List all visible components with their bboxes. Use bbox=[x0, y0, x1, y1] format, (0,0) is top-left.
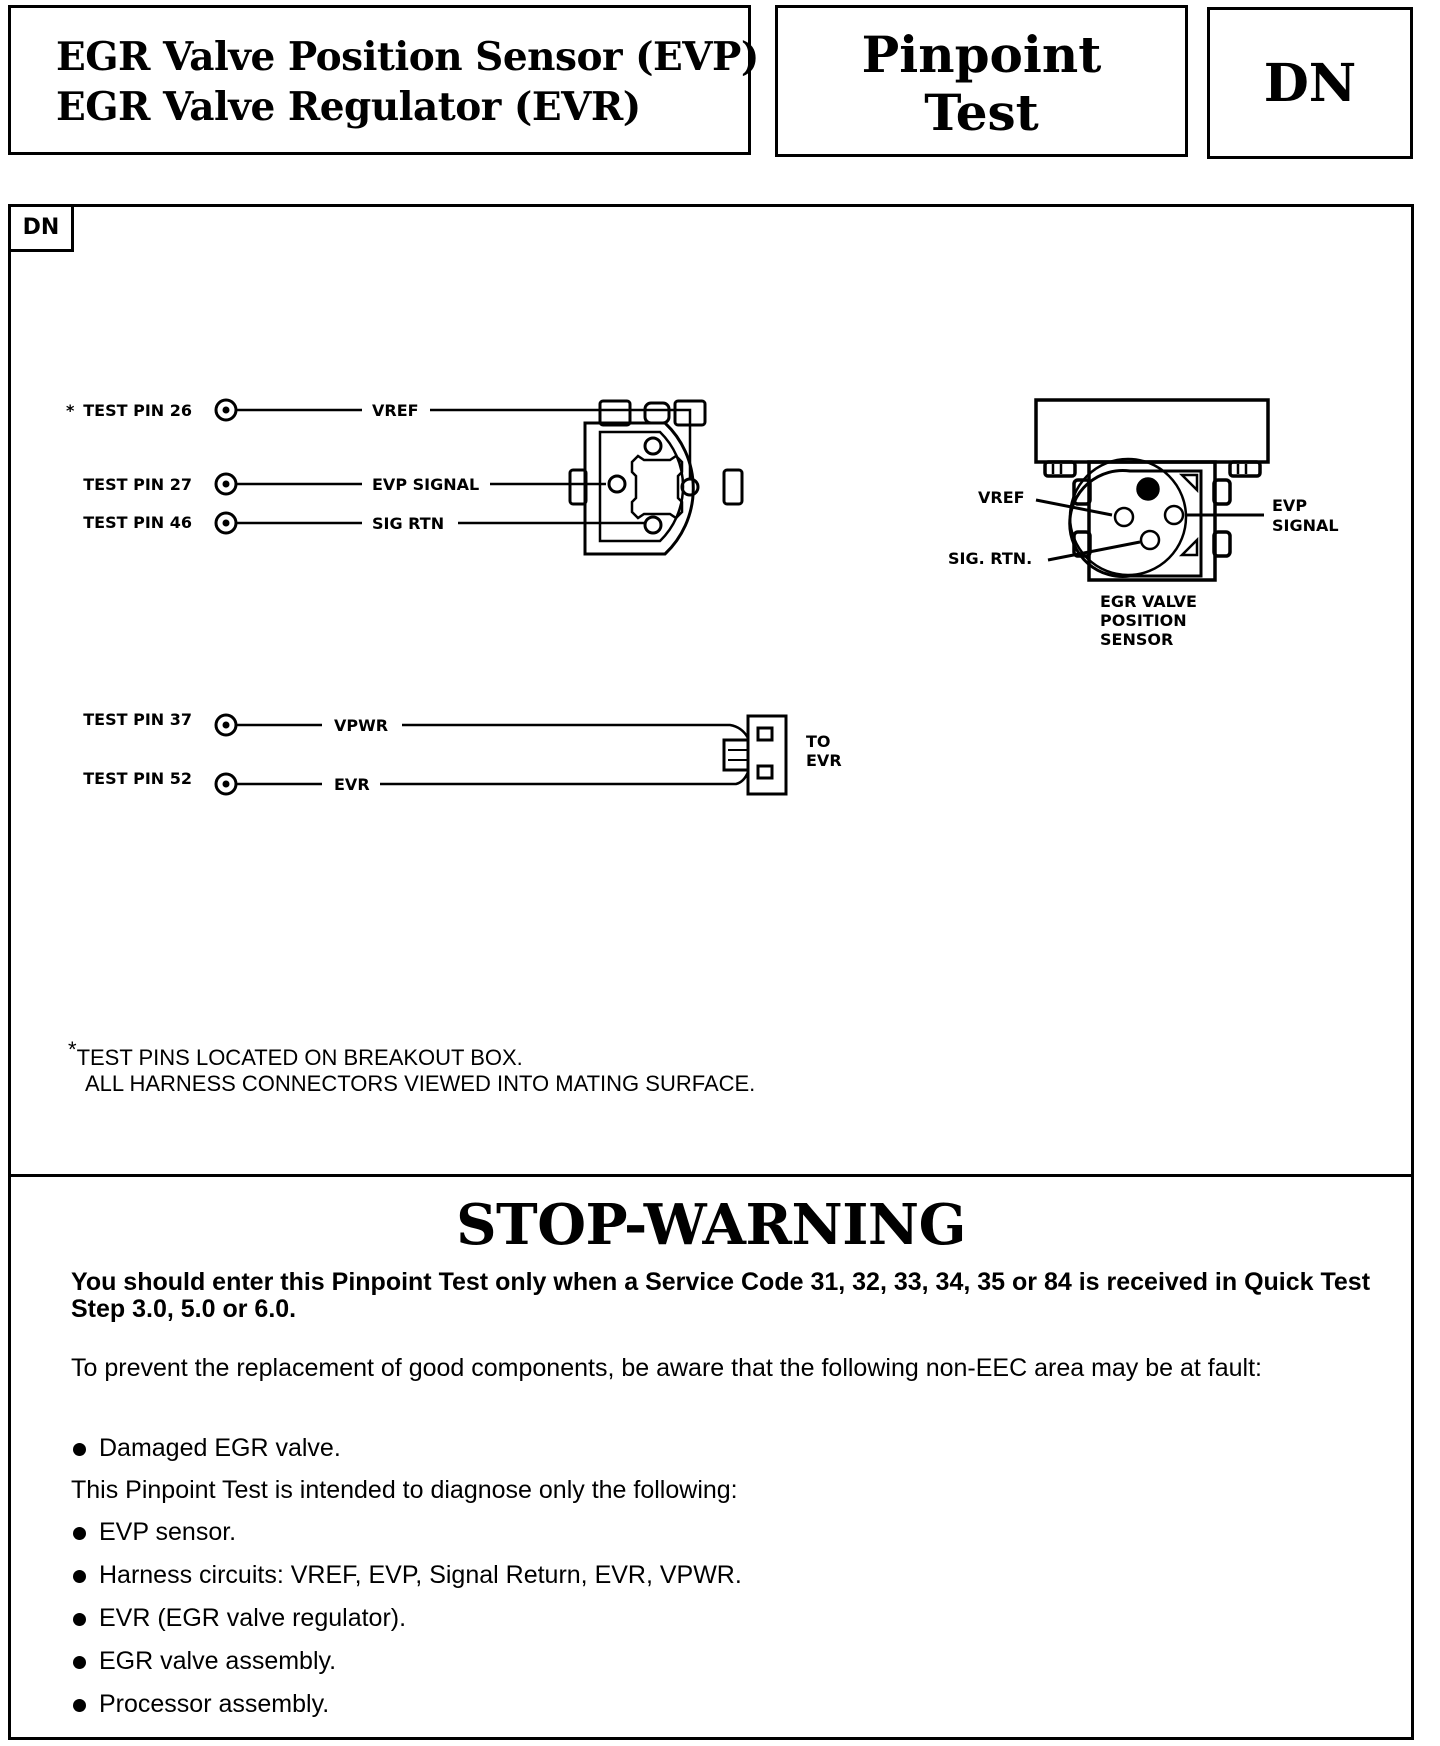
test-pin-terminal-icon bbox=[216, 400, 236, 420]
bullet-icon bbox=[73, 1613, 86, 1626]
test-pin-terminal-icon bbox=[216, 513, 236, 533]
evr-connector-icon bbox=[724, 716, 786, 794]
list-item-text: EVR (EGR valve regulator). bbox=[99, 1604, 407, 1632]
test-pin-label: TEST PIN 27 bbox=[83, 475, 192, 494]
harness-row-pin-52 bbox=[83, 769, 748, 794]
circuit-label: EVR bbox=[334, 775, 370, 794]
section-line-1: Pinpoint bbox=[861, 25, 1102, 84]
diagram-footnote bbox=[68, 1037, 756, 1097]
sensor-caption-line-1: EGR VALVE bbox=[1100, 592, 1197, 611]
sensor-evp-signal-label-line-1: EVP bbox=[1272, 496, 1308, 515]
test-pin-label: TEST PIN 26 bbox=[83, 401, 192, 420]
test-pin-label: TEST PIN 46 bbox=[83, 513, 192, 532]
warning-prevent-text: To prevent the replacement of good components, be aware that the following non-EEC area may be at fault: bbox=[71, 1354, 1262, 1382]
list-item bbox=[71, 1562, 1371, 1605]
stop-warning-panel bbox=[8, 1174, 1414, 1740]
list-item bbox=[71, 1605, 1371, 1648]
fault-list bbox=[71, 1435, 1371, 1478]
evr-connector-label-line-2: EVR bbox=[806, 751, 842, 770]
warning-intro: You should enter this Pinpoint Test only when a Service Code 31, 32, 33, 34, 35 or 84 is received in Quick Test Step 3.0, 5.0 or 6.0. bbox=[71, 1268, 1371, 1323]
diagnose-intro: This Pinpoint Test is intended to diagnose only the following: bbox=[71, 1476, 738, 1504]
list-item-text: Harness circuits: VREF, EVP, Signal Return, EVR, VPWR. bbox=[99, 1561, 742, 1589]
footnote-text-1: TEST PINS LOCATED ON BREAKOUT BOX. bbox=[76, 1045, 523, 1070]
bullet-icon bbox=[73, 1527, 86, 1540]
harness-row-pin-46 bbox=[83, 513, 644, 533]
list-item-text: EVP sensor. bbox=[99, 1518, 237, 1546]
test-code: DN bbox=[1263, 53, 1357, 114]
harness-row-pin-27 bbox=[83, 474, 606, 494]
sensor-sig-rtn-label: SIG. RTN. bbox=[948, 549, 1033, 568]
list-item-text: EGR valve assembly. bbox=[99, 1647, 337, 1675]
bullet-icon bbox=[73, 1656, 86, 1669]
test-pin-label: TEST PIN 52 bbox=[83, 769, 192, 788]
test-pin-label: TEST PIN 37 bbox=[83, 710, 192, 729]
circuit-label: VREF bbox=[372, 401, 419, 420]
list-item bbox=[71, 1648, 1371, 1691]
sensor-vref-label: VREF bbox=[978, 488, 1025, 507]
section-line-2: Test bbox=[924, 83, 1039, 142]
test-pin-terminal-icon bbox=[216, 774, 236, 794]
list-item bbox=[71, 1435, 1371, 1478]
test-pin-terminal-icon bbox=[216, 715, 236, 735]
asterisk-mark: * bbox=[66, 401, 75, 420]
footnote-line-1 bbox=[68, 1037, 755, 1071]
list-item bbox=[71, 1691, 1371, 1734]
circuit-label: EVP SIGNAL bbox=[372, 475, 480, 494]
list-item-text: Processor assembly. bbox=[99, 1690, 330, 1718]
test-pin-terminal-icon bbox=[216, 474, 236, 494]
circuit-label: SIG RTN bbox=[372, 514, 445, 533]
warning-title: STOP-WARNING bbox=[456, 1192, 966, 1258]
harness-row-pin-26 bbox=[66, 400, 690, 480]
sensor-caption-line-2: POSITION bbox=[1100, 611, 1187, 630]
bullet-icon bbox=[73, 1443, 86, 1456]
list-item bbox=[71, 1519, 1371, 1562]
diagram-tag: DN bbox=[8, 204, 74, 252]
evp-harness-connector-icon bbox=[570, 401, 742, 554]
bullet-icon bbox=[73, 1570, 86, 1583]
footnote-line-2: ALL HARNESS CONNECTORS VIEWED INTO MATING SURFACE. bbox=[85, 1071, 756, 1096]
harness-row-pin-37 bbox=[83, 710, 748, 738]
footnote-asterisk: * bbox=[68, 1037, 77, 1062]
sensor-evp-signal-label-line-2: SIGNAL bbox=[1272, 516, 1339, 535]
egr-valve-position-sensor-icon bbox=[1036, 400, 1268, 580]
sensor-caption-line-3: SENSOR bbox=[1100, 630, 1174, 649]
evr-connector-label-line-1: TO bbox=[806, 732, 831, 751]
diagnose-list bbox=[71, 1519, 1371, 1734]
title-line-2: EGR Valve Regulator (EVR) bbox=[56, 84, 641, 130]
list-item-text: Damaged EGR valve. bbox=[99, 1434, 341, 1462]
circuit-label: VPWR bbox=[334, 716, 389, 735]
title-line-1: EGR Valve Position Sensor (EVP) bbox=[56, 34, 759, 80]
bullet-icon bbox=[73, 1699, 86, 1712]
